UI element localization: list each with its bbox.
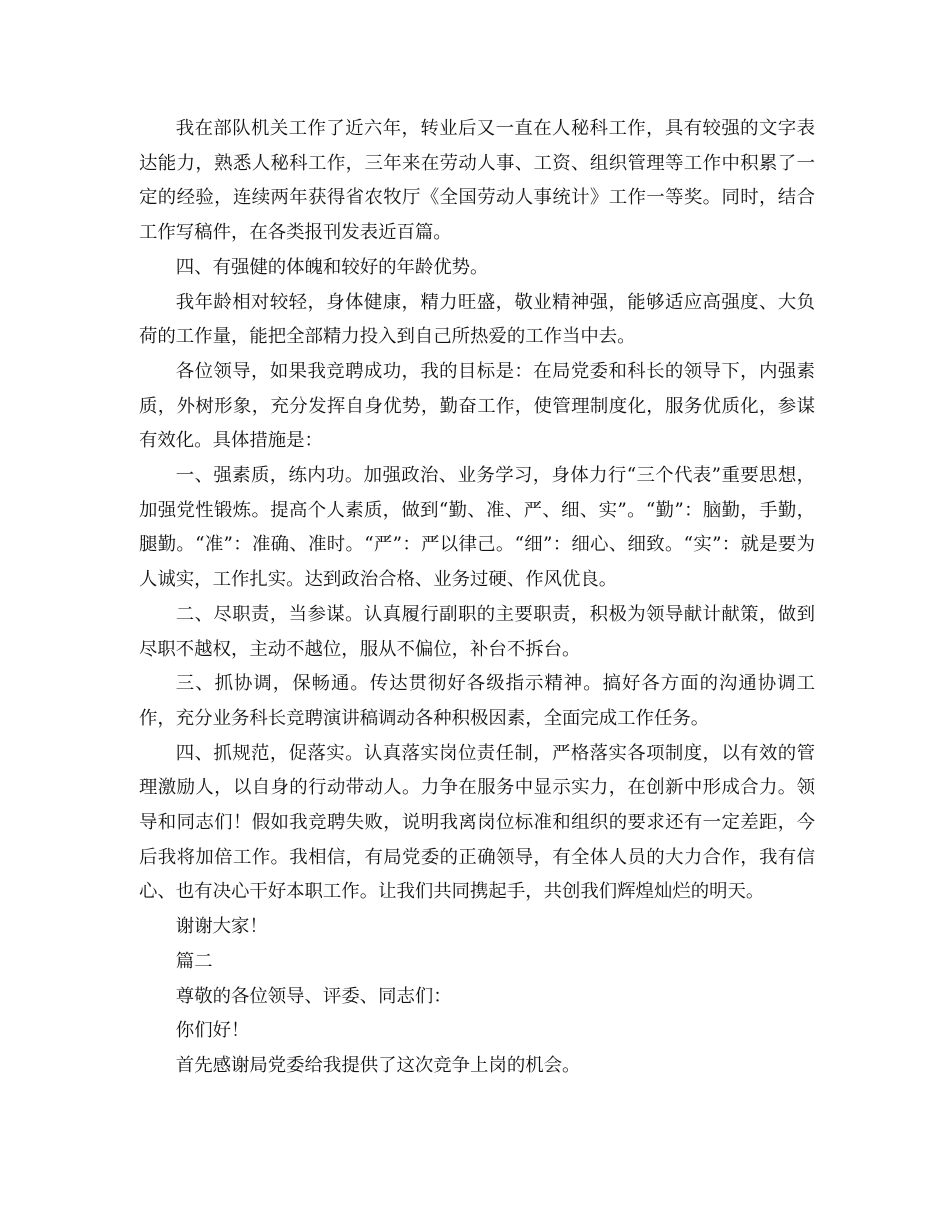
paragraph-section-two: 篇二 <box>175 950 213 972</box>
paragraph-opening: 首先感谢局党委给我提供了这次竞争上岗的机会。 <box>175 1054 581 1076</box>
paragraph-measure-standardize: 四、抓规范，促落实。认真落实岗位责任制，严格落实各项制度，以有效的管理激励人，以自身的行动带动人。力争在服务中显示实力，在创新中形成合力。领导和同志们！假如我竞聘失败，说明我离岗位标准和组织的要求还有一定差距，今后我将加倍工作。我相信，有局党委的正确领导，有全体人员的大力合作，我有信心、也有决心干好本职工作。让我们共同携起手，共创我们辉煌灿烂的明天。 <box>139 742 815 903</box>
paragraph-goals: 各位领导，如果我竞聘成功，我的目标是：在局党委和科长的领导下，内强素质，外树形象，充分发挥自身优势，勤奋工作，使管理制度化，服务优质化，参谋有效化。具体措施是： <box>139 360 815 452</box>
paragraph-salutation: 尊敬的各位领导、评委、同志们： <box>175 985 452 1007</box>
paragraph-heading-physique: 四、有强健的体魄和较好的年龄优势。 <box>175 256 489 278</box>
paragraph-measure-coordinate: 三、抓协调，保畅通。传达贯彻好各级指示精神。搞好各方面的沟通协调工作，充分业务科长竞聘演讲稿调动各种积极因素，全面完成工作任务。 <box>139 673 815 729</box>
paragraph-greeting: 你们好！ <box>175 1020 250 1042</box>
paragraph-thanks: 谢谢大家！ <box>175 916 268 938</box>
paragraph-experience: 我在部队机关工作了近六年，转业后又一直在人秘科工作，具有较强的文字表达能力，熟悉人秘科工作，三年来在劳动人事、工资、组织管理等工作中积累了一定的经验，连续两年获得省农牧厅《全国劳动人事统计》工作一等奖。同时，结合工作写稿件，在各类报刊发表近百篇。 <box>139 118 815 244</box>
paragraph-measure-duty: 二、尽职责，当参谋。认真履行副职的主要职责，积极为领导献计献策，做到尽职不越权，主动不越位，服从不偏位，补台不拆台。 <box>139 603 815 660</box>
paragraph-physique: 我年龄相对较轻，身体健康，精力旺盛，敬业精神强，能够适应高强度、大负荷的工作量，能把全部精力投入到自己所热爱的工作当中去。 <box>139 291 815 348</box>
paragraph-measure-quality: 一、强素质，练内功。加强政治、业务学习，身体力行“三个代表”重要思想，加强党性锻炼。提高个人素质，做到“勤、准、严、细、实”。“勤”：脑勤，手勤，腿勤。“准”：准确、准时。“严”：严以律己。“细”：细心、细致。“实”：就是要为人诚实，工作扎实。达到政治合格、业务过硬、作风优良。 <box>139 465 815 591</box>
